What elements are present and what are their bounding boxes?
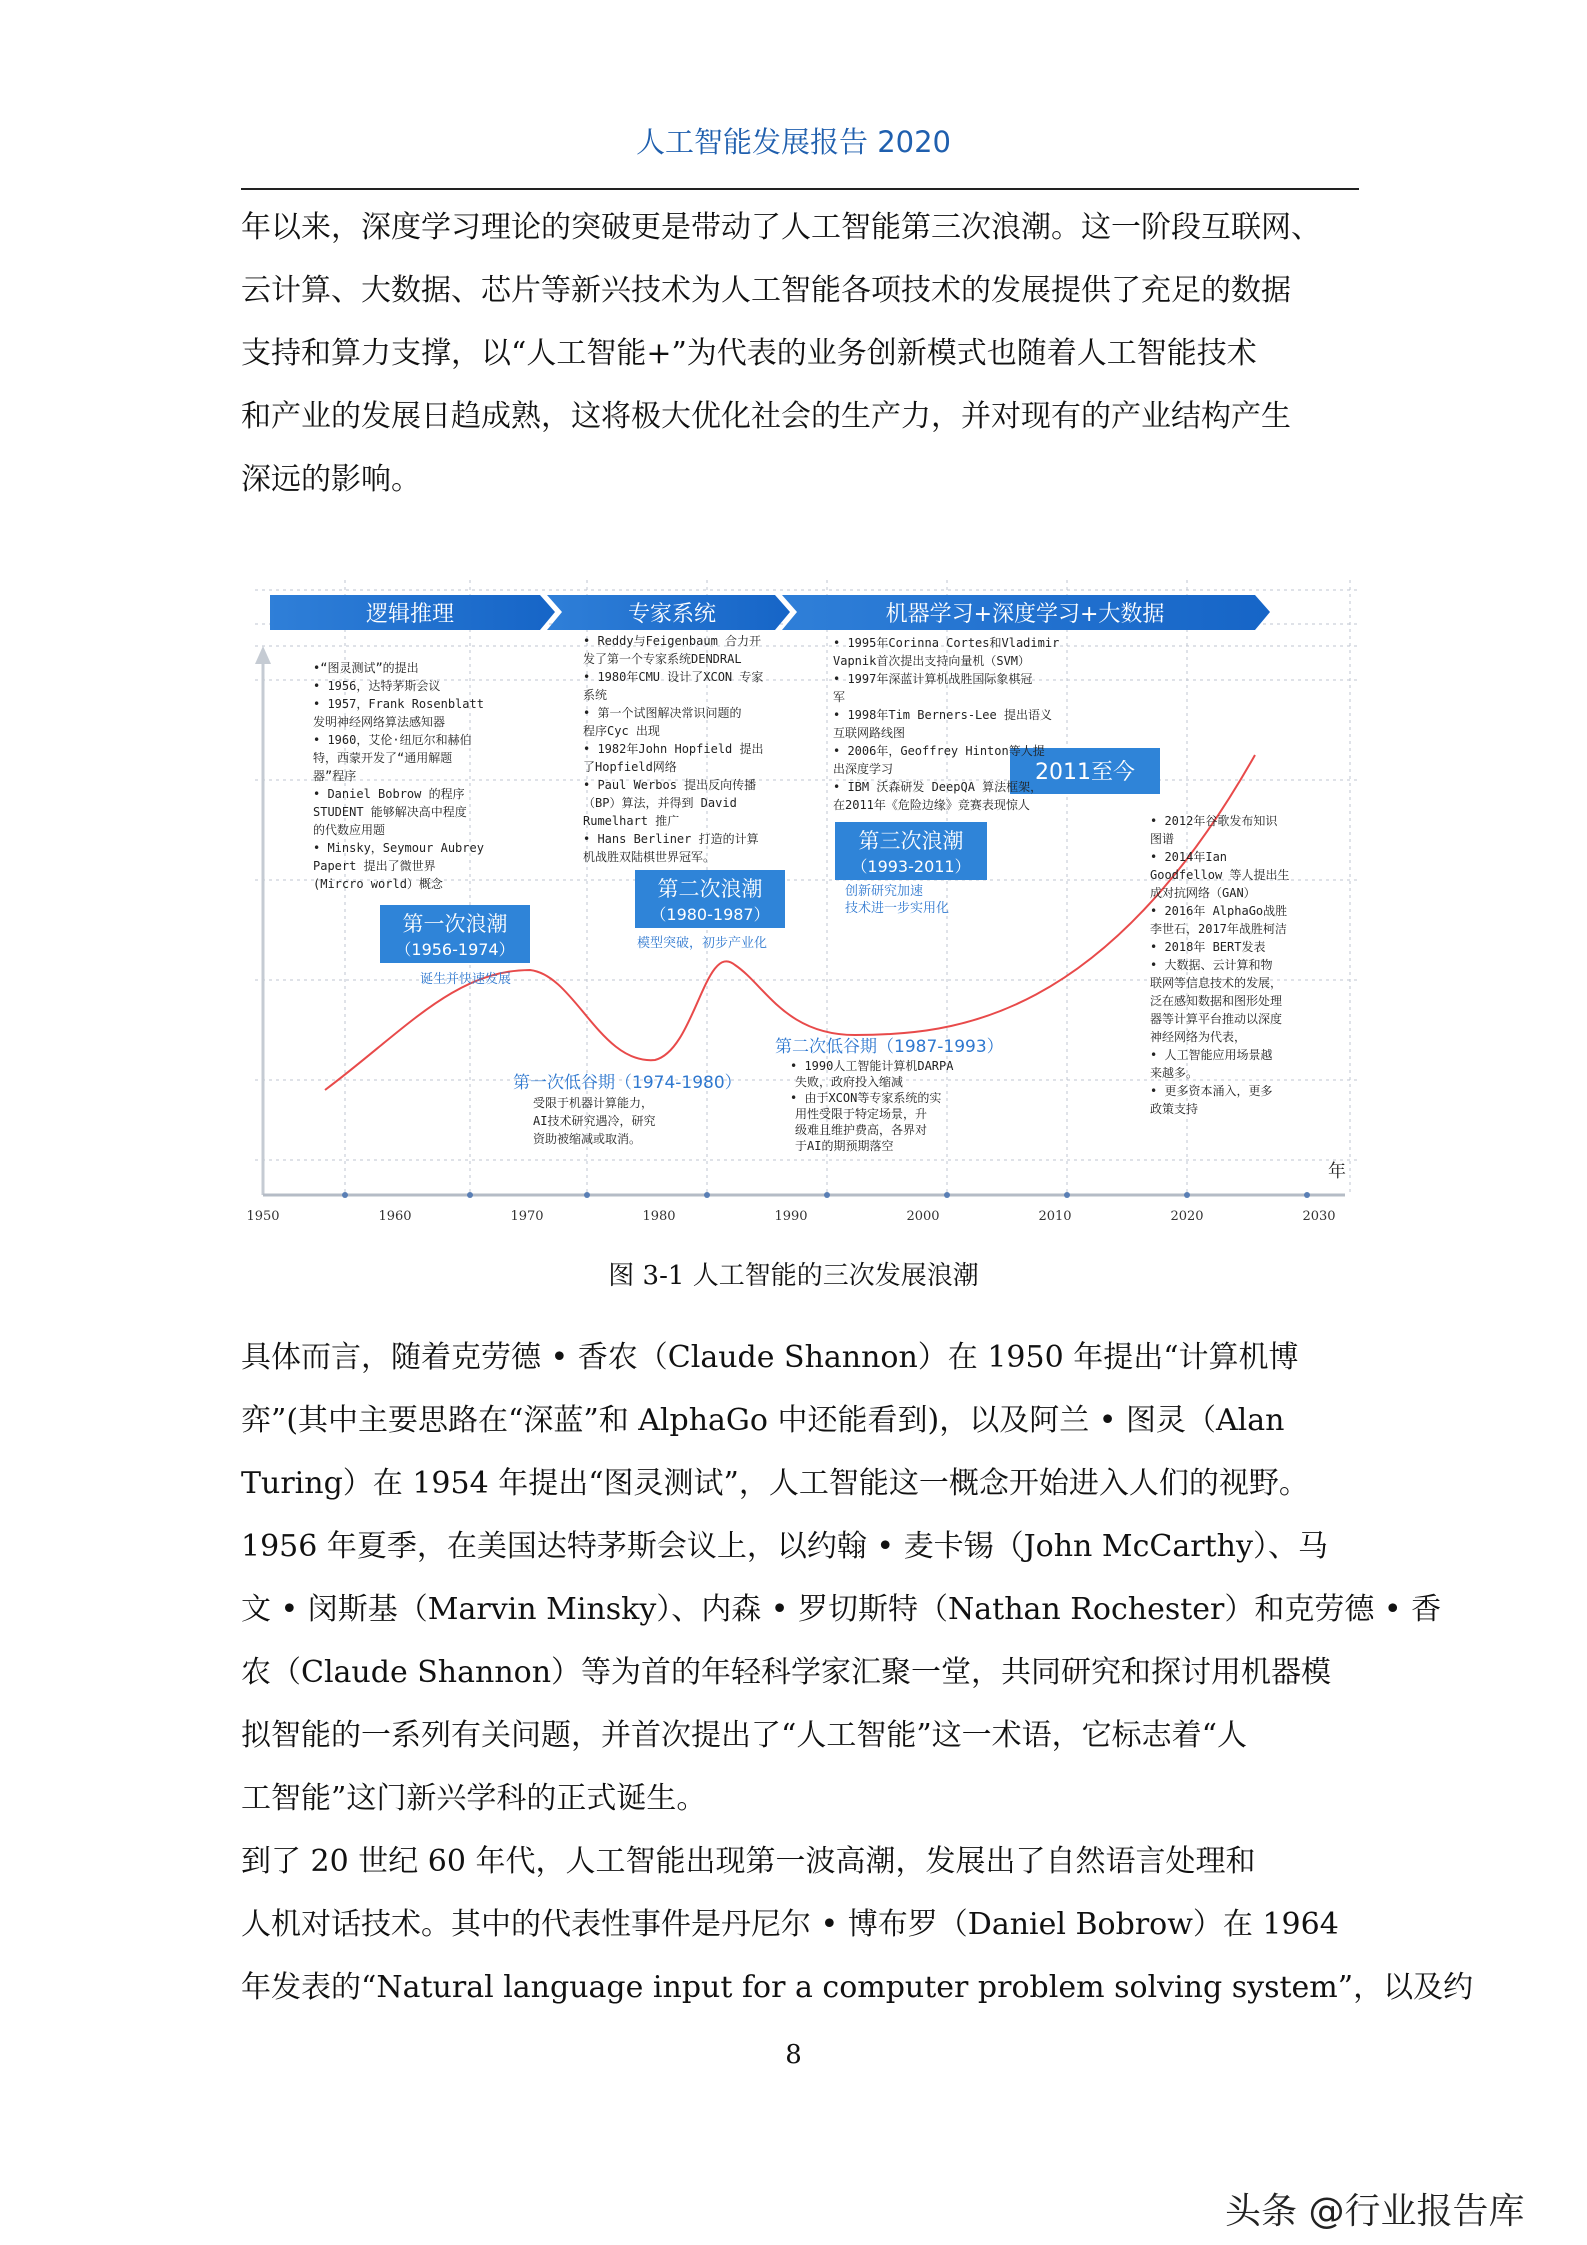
event-line: • 1980年CMU 设计了XCON 专家 <box>583 670 764 684</box>
wave-note: 创新研究加速 <box>845 884 924 899</box>
event-line: （BP）算法，并得到 David <box>583 796 737 810</box>
event-line: 出深度学习 <box>833 762 894 776</box>
event-line: 李世石，2017年战胜柯洁 <box>1150 922 1287 936</box>
text-line: 云计算、大数据、芯片等新兴技术为人工智能各项技术的发展提供了充足的数据 <box>241 273 1291 308</box>
paragraph-3 <box>241 1830 1474 2019</box>
event-line: STUDENT 能够解决高中程度 <box>313 805 467 819</box>
event-line: 程序Cyc 出现 <box>583 724 660 738</box>
event-line: • 2012年谷歌发布知识 <box>1150 814 1278 828</box>
year-label: 1990 <box>774 1209 808 1224</box>
text-line: Turing）在 1954 年提出“图灵测试”，人工智能这一概念开始进入人们的视野。 <box>241 1466 1309 1501</box>
event-line: • 2006年，Geoffrey Hinton等人提 <box>833 744 1045 758</box>
event-line: Goodfellow 等人提出生 <box>1150 868 1290 882</box>
year-label: 1960 <box>378 1209 412 1224</box>
trough-note: 级难且维护费高，各界对 <box>795 1123 928 1137</box>
event-line: (Mircro world）概念 <box>313 877 443 891</box>
event-line: • 1960，艾伦·纽厄尔和赫伯 <box>313 733 472 747</box>
event-line: • IBM 沃森研发 DeepQA 算法框架， <box>833 780 1043 794</box>
wave-note: 模型突破，初步产业化 <box>637 936 768 951</box>
event-line: 互联网路线图 <box>833 726 906 740</box>
year-labels <box>246 1209 1335 1224</box>
event-line: • 1956，达特茅斯会议 <box>313 679 441 693</box>
text-line: 工智能”这门新兴学科的正式诞生。 <box>241 1781 707 1816</box>
year-label: 1950 <box>246 1209 280 1224</box>
trough-note: • 由于XCON等专家系统的实 <box>790 1091 942 1105</box>
stage-label: 机器学习+深度学习+大数据 <box>885 602 1165 627</box>
text-line: 年以来，深度学习理论的突破更是带动了人工智能第三次浪潮。这一阶段互联网、 <box>241 210 1321 245</box>
wave-period: （1956-1974） <box>395 940 515 959</box>
event-line: • 2016年 AlphaGo战胜 <box>1150 904 1288 918</box>
text-line: 弈”(其中主要思路在“深蓝”和 AlphaGo 中还能看到)，以及阿兰 • 图灵（Alan <box>241 1403 1285 1438</box>
event-line: Papert 提出了微世界 <box>313 859 436 873</box>
event-line: • 1957，Frank Rosenblatt <box>313 697 484 711</box>
wave-period: （1993-2011） <box>851 857 971 876</box>
event-line: • 2014年Ian <box>1150 850 1228 864</box>
event-line: 在2011年《危险边缘》竞赛表现惊人 <box>833 798 1030 812</box>
year-label: 1980 <box>642 1209 676 1224</box>
year-label: 2030 <box>1302 1209 1336 1224</box>
event-line: • 大数据、云计算和物 <box>1150 958 1273 972</box>
wave-note: 诞生并快速发展 <box>420 972 512 987</box>
wave-title: 2011至今 <box>1035 760 1135 785</box>
year-label: 1970 <box>510 1209 544 1224</box>
event-line: 器”程序 <box>313 769 357 783</box>
stage-label: 专家系统 <box>627 602 717 627</box>
event-line: 泛在感知数据和图形处理 <box>1150 994 1283 1008</box>
year-label: 2010 <box>1038 1209 1072 1224</box>
event-line: • Daniel Bobrow 的程序 <box>313 787 465 801</box>
event-line: 系统 <box>583 688 608 702</box>
figure-caption: 图 3-1 人工智能的三次发展浪潮 <box>608 1261 979 1291</box>
wave-title: 第一次浪潮 <box>402 912 508 936</box>
event-line: • Reddy与Feigenbaum 合力开 <box>583 634 762 648</box>
event-line: • Minsky，Seymour Aubrey <box>313 841 484 855</box>
trough-note: 于AI的期预期落空 <box>795 1139 894 1153</box>
event-line: • 1997年深蓝计算机战胜国际象棋冠 <box>833 672 1033 686</box>
event-line: Vapnik首次提出支持向量机（SVM） <box>833 654 1031 668</box>
event-line: 的代数应用题 <box>313 823 386 837</box>
event-line: 图谱 <box>1150 832 1175 846</box>
event-line: 了Hopfield网络 <box>583 760 677 774</box>
figure-svg <box>246 580 1360 1235</box>
trough-note: 受限于机器计算能力， <box>533 1096 654 1110</box>
wave-note: 技术进一步实用化 <box>845 901 950 916</box>
text-line: 具体而言，随着克劳德 • 香农（Claude Shannon）在 1950 年提出“计算机博 <box>241 1340 1299 1375</box>
header-title: 人工智能发展报告 2020 <box>635 125 952 159</box>
event-line: • 1982年John Hopfield 提出 <box>583 742 764 756</box>
paragraph-2 <box>241 1326 1442 1830</box>
trough-title: 第二次低谷期（1987-1993） <box>775 1037 1004 1057</box>
event-line: •“图灵测试”的提出 <box>313 661 419 675</box>
text-line: 1956 年夏季，在美国达特茅斯会议上，以约翰 • 麦卡锡（John McCarthy）、马 <box>241 1529 1328 1564</box>
event-line: 联网等信息技术的发展， <box>1150 976 1283 990</box>
event-line: 军 <box>833 690 846 704</box>
text-line: 人机对话技术。其中的代表性事件是丹尼尔 • 博布罗（Daniel Bobrow）在 1964 <box>241 1907 1339 1942</box>
event-line: 特，西蒙开发了“通用解题 <box>313 751 453 765</box>
event-line: 神经网络为代表， <box>1150 1030 1247 1044</box>
text-line: 深远的影响。 <box>241 462 421 497</box>
stage-label: 逻辑推理 <box>365 602 455 627</box>
source-watermark: 头条 @行业报告库 <box>1225 2191 1525 2232</box>
event-line: 机战胜双陆棋世界冠军。 <box>583 850 716 864</box>
event-line: 来越多。 <box>1150 1066 1199 1080</box>
trough-note: 资助被缩减或取消。 <box>533 1132 642 1146</box>
header-divider <box>241 188 1359 190</box>
text-line: 支持和算力支撑，以“人工智能+”为代表的业务创新模式也随着人工智能技术 <box>241 336 1257 371</box>
event-line: • Hans Berliner 打造的计算 <box>583 832 759 846</box>
event-line: 成对抗网络（GAN） <box>1150 886 1256 900</box>
event-line: • 第一个试图解决常识问题的 <box>583 706 742 720</box>
text-line: 农（Claude Shannon）等为首的年轻科学家汇聚一堂，共同研究和探讨用机器模 <box>241 1655 1332 1690</box>
event-line: 政策支持 <box>1150 1102 1199 1116</box>
event-line: • 人工智能应用场景越 <box>1150 1048 1273 1062</box>
text-line: 文 • 闵斯基（Marvin Minsky）、内森 • 罗切斯特（Nathan Rochester）和克劳德 • 香 <box>241 1592 1442 1627</box>
event-line: 器等计算平台推动以深度 <box>1150 1012 1283 1026</box>
trough-note: 失败，政府投入缩减 <box>795 1075 904 1089</box>
ai-waves-figure <box>246 580 1360 1235</box>
event-line: • 1995年Corinna Cortes和Vladimir <box>833 636 1060 650</box>
event-line: 发了第一个专家系统DENDRAL <box>583 652 742 666</box>
wave-title: 第二次浪潮 <box>657 877 763 901</box>
text-line: 到了 20 世纪 60 年代，人工智能出现第一波高潮，发展出了自然语言处理和 <box>241 1844 1256 1879</box>
event-line: • Paul Werbos 提出反向传播 <box>583 778 757 792</box>
event-line: • 2018年 BERT发表 <box>1150 940 1266 954</box>
wave-period: （1980-1987） <box>650 905 770 924</box>
event-line: • 更多资本涌入，更多 <box>1150 1084 1273 1098</box>
text-line: 拟智能的一系列有关问题，并首次提出了“人工智能”这一术语，它标志着“人 <box>241 1718 1248 1753</box>
trough-note: AI技术研究遇冷，研究 <box>533 1114 656 1128</box>
year-label: 2020 <box>1170 1209 1204 1224</box>
trough-note: • 1990人工智能计算机DARPA <box>790 1059 954 1073</box>
paragraph-1 <box>241 196 1359 511</box>
text-line: 年发表的“Natural language input for a computer problem solving system”，以及约 <box>241 1970 1474 2005</box>
event-line: • 1998年Tim Berners-Lee 提出语义 <box>833 708 1052 722</box>
x-axis-unit: 年 <box>1328 1161 1346 1182</box>
page-number: 8 <box>785 2040 802 2070</box>
event-line: Rumelhart 推广 <box>583 814 680 828</box>
trough-notes <box>533 1095 655 1146</box>
wave-title: 第三次浪潮 <box>858 829 964 853</box>
trough-note: 用性受限于特定场景，升 <box>795 1107 928 1121</box>
event-line: 发明神经网络算法感知器 <box>313 715 446 729</box>
year-label: 2000 <box>906 1209 940 1224</box>
text-line: 和产业的发展日趋成熟，这将极大优化社会的生产力，并对现有的产业结构产生 <box>241 399 1291 434</box>
trough-title: 第一次低谷期（1974-1980） <box>513 1073 742 1093</box>
